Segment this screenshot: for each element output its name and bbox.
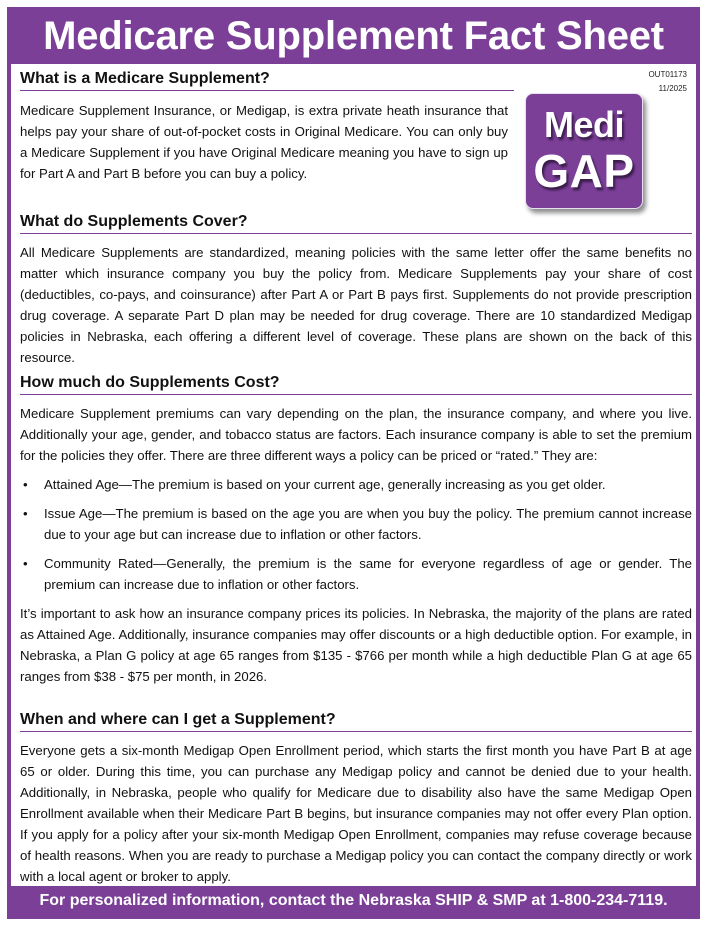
list-item-issue-age: • Issue Age—The premium is based on the age you are when you buy the policy. The premium cannot increase due to your age but can increase due to inflation or other factors. (20, 503, 692, 545)
doc-code: OUT01173 (648, 70, 687, 79)
section-heading-when-where: When and where can I get a Supplement? (20, 711, 692, 732)
section-cost (20, 403, 692, 687)
section-heading-coverage: What do Supplements Cover? (20, 213, 692, 234)
paragraph: Medicare Supplement Insurance, or Medigap, is extra private heath insurance that helps pay your share of out-of-pocket costs in Original Medicare. You can only buy a Medicare Supplement if you have Original Medicare meaning you have to sign up for Part A and Part B before you can buy a policy. (20, 103, 508, 181)
section-what-is (20, 100, 508, 184)
logo-line-1: Medi (543, 104, 624, 145)
section-when-where (20, 740, 692, 887)
paragraph: It’s important to ask how an insurance company prices its policies. In Nebraska, the majority of the plans are rated as Attained Age. Additionally, insurance companies may offer discounts or a high deductible option. For example, in Nebraska, a Plan G policy at age 65 ranges from $135 - $766 per month while a high deductible Plan G at age 65 ranges from $38 - $75 per month, in 2026. (20, 606, 692, 684)
doc-date: 11/2025 (658, 84, 687, 93)
paragraph: All Medicare Supplements are standardized, meaning policies with the same letter offer the same benefits no matter which insurance company you buy the policy from. Medicare Supplements pay your share of cost (deductibles, co-pays, and coinsurance) after Part A or Part B pays first. Supplements do not provide prescription drug coverage. A separate Part D plan may be needed for drug coverage. There are 10 standardized Medigap policies in Nebraska, each offering a different level of coverage. These plans are shown on the back of this resource. (20, 245, 692, 365)
list-item-community-rated: • Community Rated—Generally, the premium is the same for everyone regardless of age or gender. The premium can increase due to inflation or other factors. (20, 553, 692, 595)
paragraph: Medicare Supplement premiums can vary depending on the plan, the insurance company, and where you live. Additionally your age, gender, and tobacco status are factors. Each insurance company is able to set the premium for the policies they offer. There are three different ways a policy can be priced or “rated.” They are: (20, 406, 692, 463)
section-coverage (20, 242, 692, 368)
rating-methods-list (20, 474, 692, 595)
document-code (648, 68, 687, 96)
list-item-attained-age: • Attained Age—The premium is based on your current age, generally increasing as you get older. (20, 474, 692, 495)
medigap-logo (525, 93, 643, 209)
logo-line-2: GAP (533, 145, 635, 197)
content-area (11, 64, 696, 886)
page-title: Medicare Supplement Fact Sheet (43, 14, 664, 58)
section-heading-cost: How much do Supplements Cost? (20, 374, 692, 395)
paragraph: Everyone gets a six-month Medigap Open Enrollment period, which starts the first month you have Part B at age 65 or older. During this time, you can purchase any Medigap policy and cannot be denied due to your health. Additionally, in Nebraska, people who qualify for Medicare due to disability also have the same Medigap Open Enrollment available when their Medicare Part B begins, but insurance companies may not offer every Plan option. If you apply for a policy after your six-month Medigap Open Enrollment, companies may refuse coverage because of health reasons. When you are ready to purchase a Medigap policy you can contact the company directly or work with a local agent or broker to apply. (20, 743, 692, 884)
contact-footer: For personalized information, contact the Nebraska SHIP & SMP at 1-800-234-7119. (39, 892, 668, 909)
page-frame (7, 7, 700, 919)
section-heading-what-is: What is a Medicare Supplement? (20, 70, 514, 91)
